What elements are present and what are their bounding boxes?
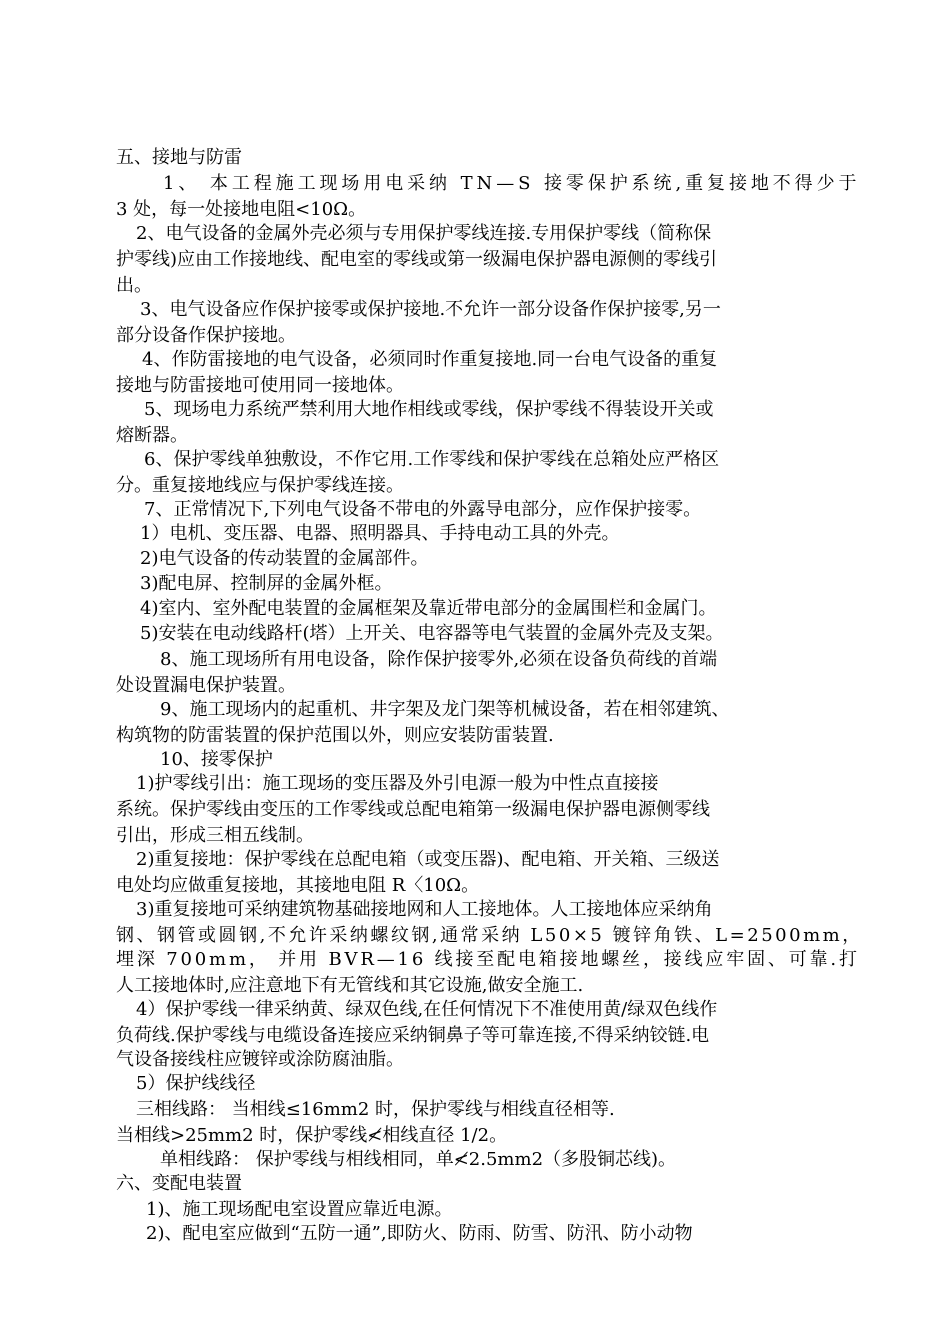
text-line: 4）保护零线一律采纳黄、绿双色线,在任何情况下不准使用黄/绿双色线作 xyxy=(136,999,718,1020)
text-line: 2)、配电室应做到“五防一通”,即防火、防雨、防雪、防汛、防小动物 xyxy=(146,1223,693,1244)
text-line: 3 处，每一处接地电阻<10Ω。 xyxy=(116,199,367,220)
text-line: 4)室内、室外配电装置的金属框架及靠近带电部分的金属围栏和金属门。 xyxy=(140,598,717,619)
text-line: 引出，形成三相五线制。 xyxy=(116,825,314,846)
text-line: 五、接地与防雷 xyxy=(116,147,242,168)
text-line: 3)重复接地可采纳建筑物基础接地网和人工接地体。人工接地体应采纳角 xyxy=(136,899,713,920)
text-line: 2、电气设备的金属外壳必须与专用保护零线连接.专用保护零线（简称保 xyxy=(136,223,712,244)
text-line: 气设备接线柱应镀锌或涂防腐油脂。 xyxy=(116,1049,404,1070)
text-line: 熔断器。 xyxy=(116,425,188,446)
text-line: 1、 本工程施工现场用电采纳 TN—S 接零保护系统,重复接地不得少于 xyxy=(163,173,861,194)
text-line: 5)安装在电动线路杆(塔）上开关、电容器等电气装置的金属外壳及支架。 xyxy=(140,623,724,644)
text-line: 1)护零线引出：施工现场的变压器及外引电源一般为中性点直接接 xyxy=(136,773,659,794)
text-line: 8、施工现场所有用电设备，除作保护接零外,必须在设备负荷线的首端 xyxy=(160,649,718,670)
text-line: 人工接地体时,应注意地下有无管线和其它设施,做安全施工. xyxy=(116,975,584,996)
text-line: 10、接零保护 xyxy=(160,749,273,770)
text-line: 单相线路： 保护零线与相线相同，单≮2.5mm2（多股铜芯线)。 xyxy=(160,1149,677,1170)
text-line: 2)重复接地：保护零线在总配电箱（或变压器)、配电箱、开关箱、三级送 xyxy=(136,849,720,870)
text-line: 埋深 700mm， 并用 BVR—16 线接至配电箱接地螺丝，接线应牢固、可靠.打 xyxy=(116,949,860,970)
text-line: 当相线>25mm2 时，保护零线≮相线直径 1/2。 xyxy=(116,1125,508,1146)
text-line: 3、电气设备应作保护接零或保护接地.不允许一部分设备作保护接零,另一 xyxy=(140,299,721,320)
text-line: 构筑物的防雷装置的保护范围以外，则应安装防雷装置. xyxy=(116,725,554,746)
text-line: 1）电机、变压器、电器、照明器具、手持电动工具的外壳。 xyxy=(140,523,620,544)
text-line: 负荷线.保护零线与电缆设备连接应采纳铜鼻子等可靠连接,不得采纳铰链.电 xyxy=(116,1025,710,1046)
text-line: 2)电气设备的传动装置的金属部件。 xyxy=(140,548,429,569)
text-line: 六、变配电装置 xyxy=(116,1173,242,1194)
text-line: 3)配电屏、控制屏的金属外框。 xyxy=(140,573,393,594)
text-line: 5、现场电力系统严禁利用大地作相线或零线，保护零线不得装设开关或 xyxy=(144,399,714,420)
text-line: 5）保护线线径 xyxy=(136,1073,256,1094)
text-line: 6、保护零线单独敷设，不作它用.工作零线和保护零线在总箱处应严格区 xyxy=(144,449,720,470)
text-line: 接地与防雷接地可使用同一接地体。 xyxy=(116,375,404,396)
text-line: 三相线路： 当相线≤16mm2 时，保护零线与相线直径相等. xyxy=(136,1099,615,1120)
text-line: 7、正常情况下,下列电气设备不带电的外露导电部分，应作保护接零。 xyxy=(144,499,702,520)
text-line: 护零线)应由工作接地线、配电室的零线或第一级漏电保护器电源侧的零线引 xyxy=(116,249,718,270)
text-line: 部分设备作保护接地。 xyxy=(116,325,296,346)
text-line: 4、作防雷接地的电气设备，必须同时作重复接地.同一台电气设备的重复 xyxy=(142,349,718,370)
text-line: 9、施工现场内的起重机、井字架及龙门架等机械设备，若在相邻建筑、 xyxy=(160,699,730,720)
text-line: 系统。保护零线由变压的工作零线或总配电箱第一级漏电保护器电源侧零线 xyxy=(116,799,710,820)
text-line: 电处均应做重复接地，其接地电阻 R〈10Ω。 xyxy=(116,875,480,896)
text-line: 处设置漏电保护装置。 xyxy=(116,675,296,696)
text-line: 钢、钢管或圆钢,不允许采纳螺纹钢,通常采纳 L50×5 镀锌角铁、L=2500mm， xyxy=(116,925,863,946)
text-line: 分。重复接地线应与保护零线连接。 xyxy=(116,475,404,496)
text-line: 出。 xyxy=(116,275,152,296)
text-line: 1)、施工现场配电室设置应靠近电源。 xyxy=(146,1199,453,1220)
